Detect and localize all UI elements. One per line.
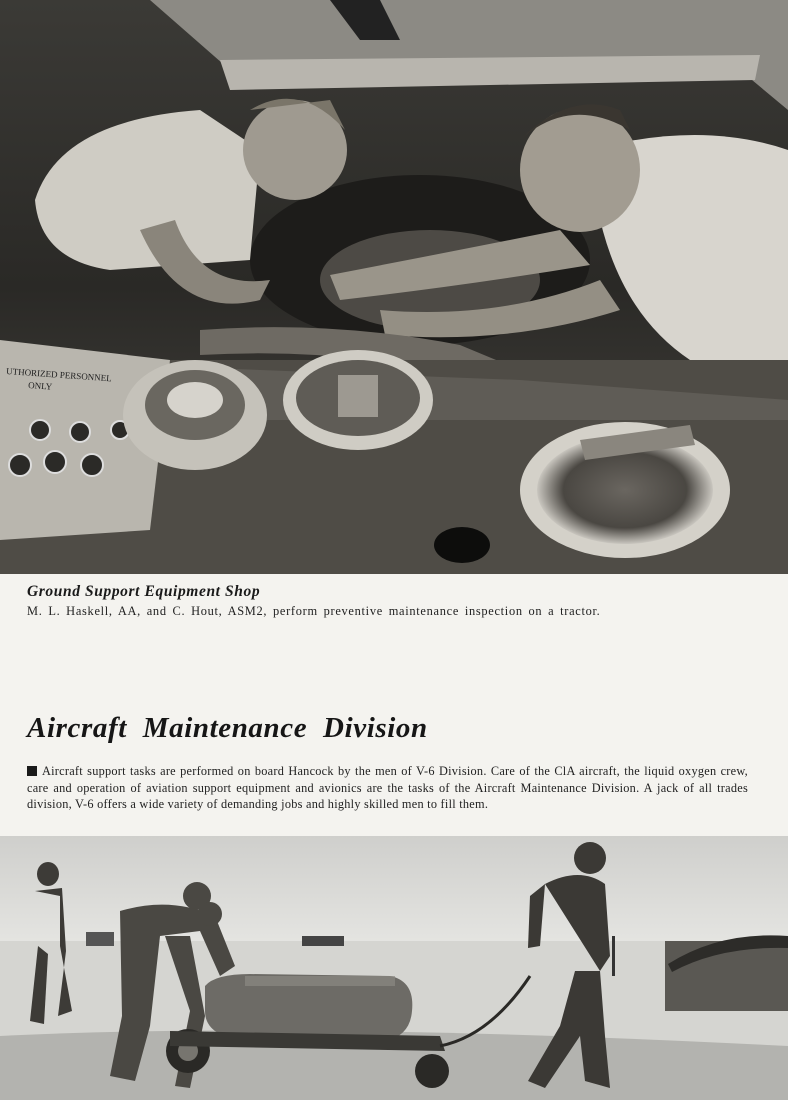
panel-label-2: ONLY xyxy=(27,380,53,392)
section-body-text: Aircraft support tasks are performed on board Hancock by the men of V-6 Division. Care of the ClA aircraft, the liquid oxygen crew, care and operation of aviation support equipment and avionics are the tasks of the Aircraft Maintenance Division. A jack of all trades division, V-6 offers a wide variety of demanding jobs and highly skilled men to fill them. xyxy=(27,764,748,812)
caption-title: Ground Support Equipment Shop xyxy=(27,583,261,600)
bullet-square-icon xyxy=(27,766,37,776)
flight-deck-scene xyxy=(0,836,788,1100)
caption-text: M. L. Haskell, AA, and C. Hout, ASM2, perform preventive maintenance inspection on a tractor. xyxy=(27,604,601,618)
panel-label: UTHORIZED PERSONNEL xyxy=(5,366,113,384)
section-heading: Aircraft Maintenance Division xyxy=(27,712,428,744)
section-body xyxy=(27,763,748,813)
liquid-oxygen-crew-photo xyxy=(0,836,788,1100)
